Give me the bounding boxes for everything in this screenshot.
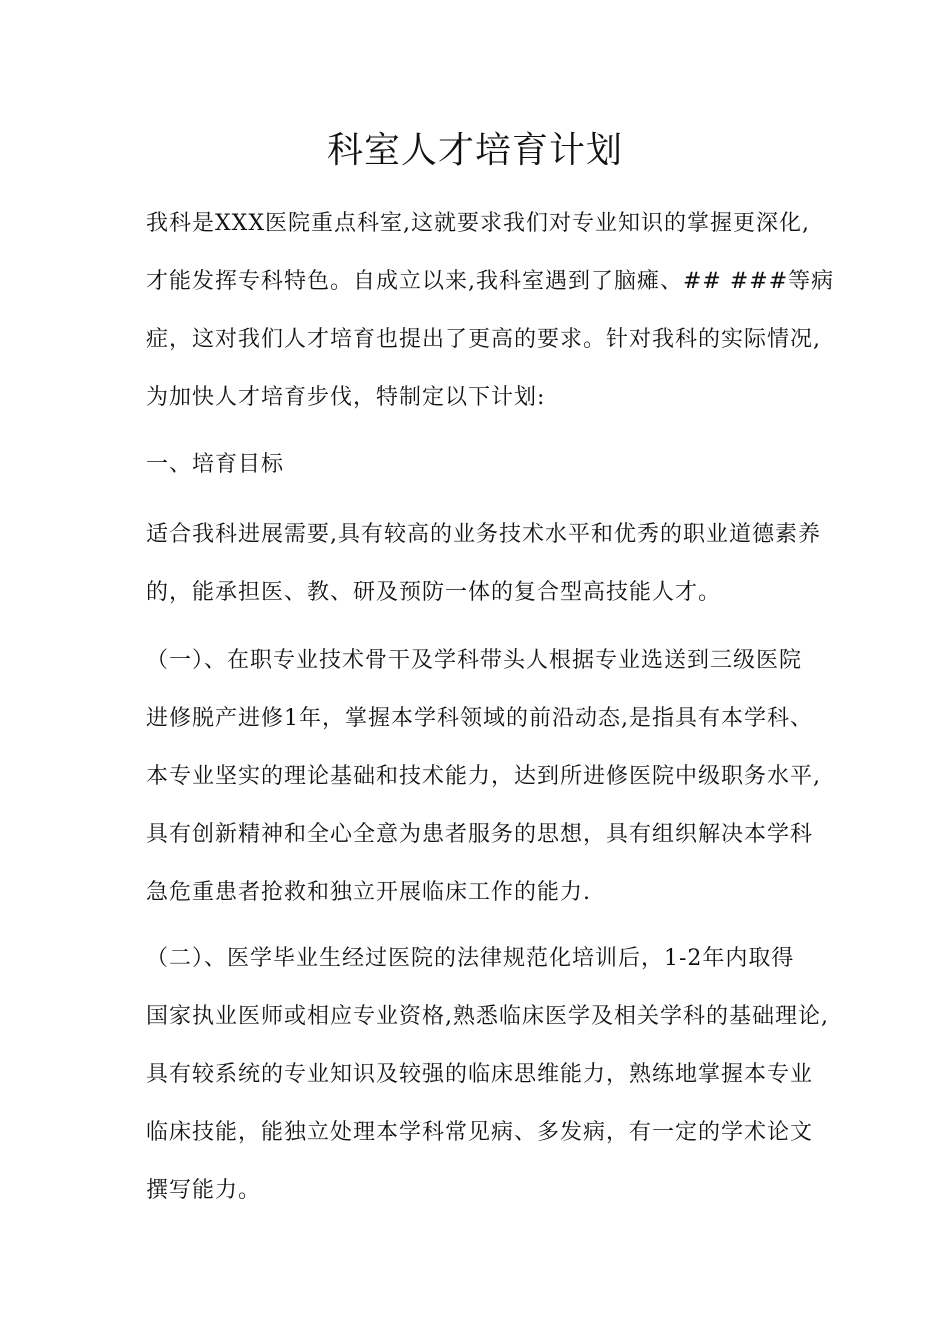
section-heading-text: 一、培育目标: [146, 452, 285, 477]
item-one-line: 急危重患者抢救和独立开展临床工作的能力.: [146, 880, 591, 905]
goal-line: 的，能承担医、教、研及预防一体的复合型高技能人才。: [146, 580, 722, 605]
document-title: 科室人才培育计划: [326, 130, 623, 171]
intro-paragraph: [146, 195, 835, 427]
item-two-line: （二）、医学毕业生经过医院的法律规范化培训后，1-2年内取得: [146, 946, 795, 971]
intro-line: 症，这对我们人才培育也提出了更高的要求。针对我科的实际情况,: [146, 327, 821, 352]
item-two-line: 国家执业医师或相应专业资格,熟悉临床医学及相关学科的基础理论,: [146, 1004, 829, 1029]
item-one-line: 本专业坚实的理论基础和技术能力，达到所进修医院中级职务水平,: [146, 764, 821, 789]
goal-paragraph: [146, 506, 826, 622]
goal-line: 适合我科进展需要,具有较高的业务技术水平和优秀的职业道德素养: [146, 522, 821, 547]
section-heading-goals: [146, 436, 826, 494]
intro-line: 我科是XXX医院重点科室,这就要求我们对专业知识的掌握更深化,: [146, 211, 810, 236]
item-two-paragraph: [146, 930, 829, 1220]
item-one-line: （一）、在职专业技术骨干及学科带头人根据专业选送到三级医院: [146, 648, 803, 673]
item-two-line: 临床技能，能独立处理本学科常见病、多发病，有一定的学术论文: [146, 1120, 814, 1145]
item-one-line: 具有创新精神和全心全意为患者服务的思想，具有组织解决本学科: [146, 822, 814, 847]
intro-line: 为加快人才培育步伐，特制定以下计划:: [146, 385, 546, 410]
item-one-paragraph: [146, 632, 826, 922]
item-two-line: 具有较系统的专业知识及较强的临床思维能力，熟练地掌握本专业: [146, 1062, 814, 1087]
intro-line: 才能发挥专科特色。自成立以来,我科室遇到了脑瘫、## ###等病: [146, 269, 835, 294]
item-one-line: 进修脱产进修1年，掌握本学科领域的前沿动态,是指具有本学科、: [146, 706, 813, 731]
item-two-line: 撰写能力。: [146, 1178, 262, 1203]
